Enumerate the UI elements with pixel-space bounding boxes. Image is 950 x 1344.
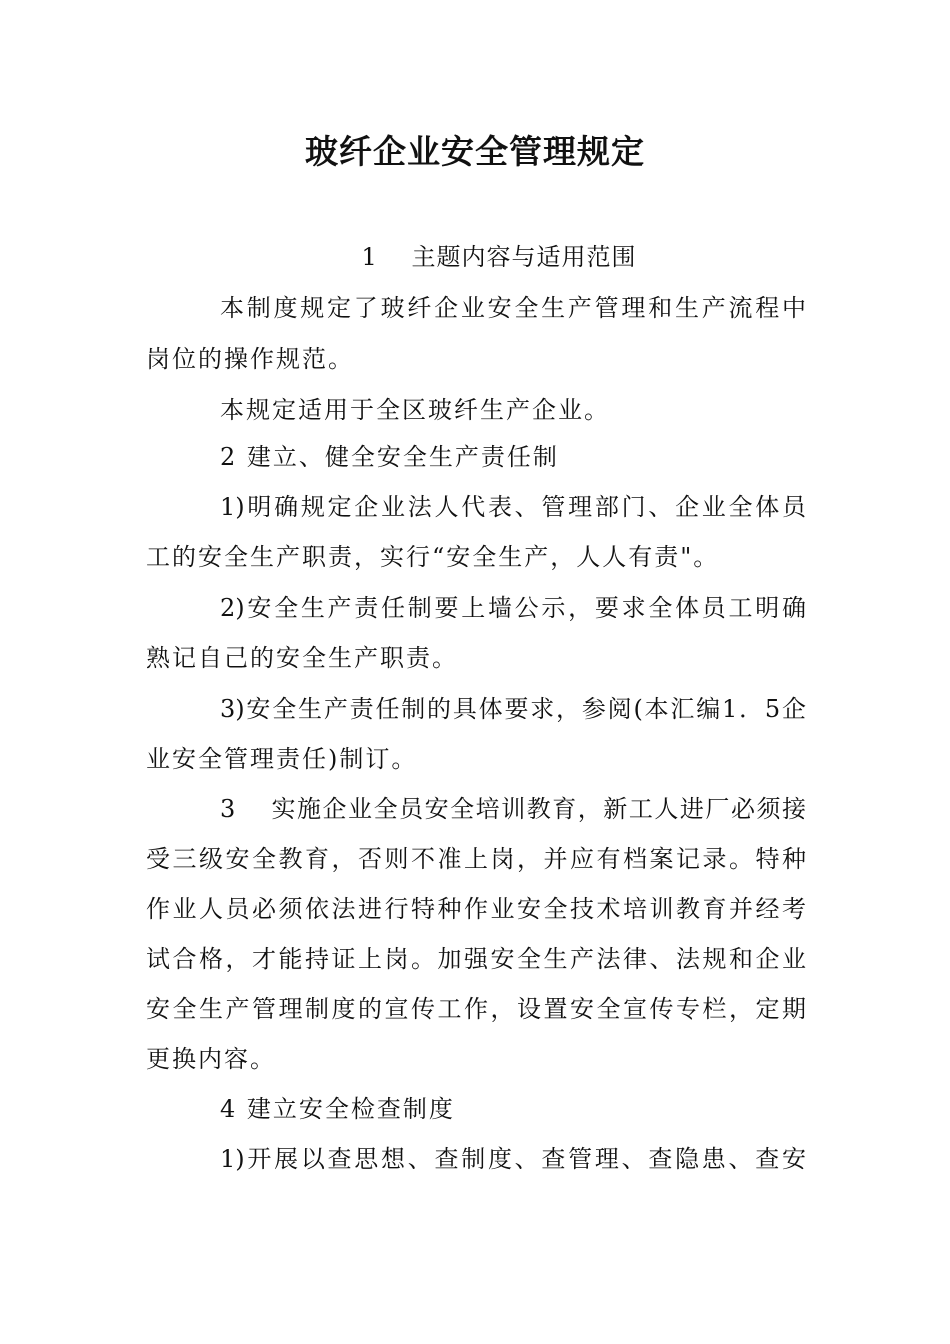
paragraph-line: 本规定适用于全区玻纤生产企业。 [220, 396, 610, 424]
section-heading-4: 4 建立安全检查制度 [220, 1095, 455, 1123]
paragraph-line: 岗位的操作规范。 [146, 345, 354, 373]
paragraph-line: 本制度规定了玻纤企业安全生产管理和生产流程中 [220, 294, 806, 322]
paragraph-line: 受三级安全教育，否则不准上岗，并应有档案记录。特种 [146, 845, 806, 873]
paragraph-line: 1)明确规定企业法人代表、管理部门、企业全体员 [220, 493, 806, 521]
section-heading-1: 1 主题内容与适用范围 [361, 243, 637, 271]
section-heading-3: 3 实施企业全员安全培训教育，新工人进厂必须接 [220, 795, 806, 823]
paragraph-line: 1)开展以查思想、查制度、查管理、查隐患、查安 [220, 1145, 806, 1173]
paragraph-line: 3)安全生产责任制的具体要求，参阅(本汇编1．5企 [220, 695, 806, 723]
paragraph-line: 安全生产管理制度的宣传工作，设置安全宣传专栏，定期 [146, 995, 806, 1023]
paragraph-line: 2)安全生产责任制要上墙公示，要求全体员工明确 [220, 594, 806, 622]
paragraph-line: 试合格，才能持证上岗。加强安全生产法律、法规和企业 [146, 945, 806, 973]
paragraph-line: 业安全管理责任)制订。 [146, 745, 418, 773]
section-heading-2: 2 建立、健全安全生产责任制 [220, 443, 559, 471]
paragraph-line: 更换内容。 [146, 1045, 276, 1073]
paragraph-line: 作业人员必须依法进行特种作业安全技术培训教育并经考 [146, 895, 806, 923]
paragraph-line: 工的安全生产职责，实行“安全生产，人人有责"。 [146, 543, 720, 571]
document-title: 玻纤企业安全管理规定 [305, 132, 645, 171]
paragraph-line: 熟记自己的安全生产职责。 [146, 644, 458, 672]
